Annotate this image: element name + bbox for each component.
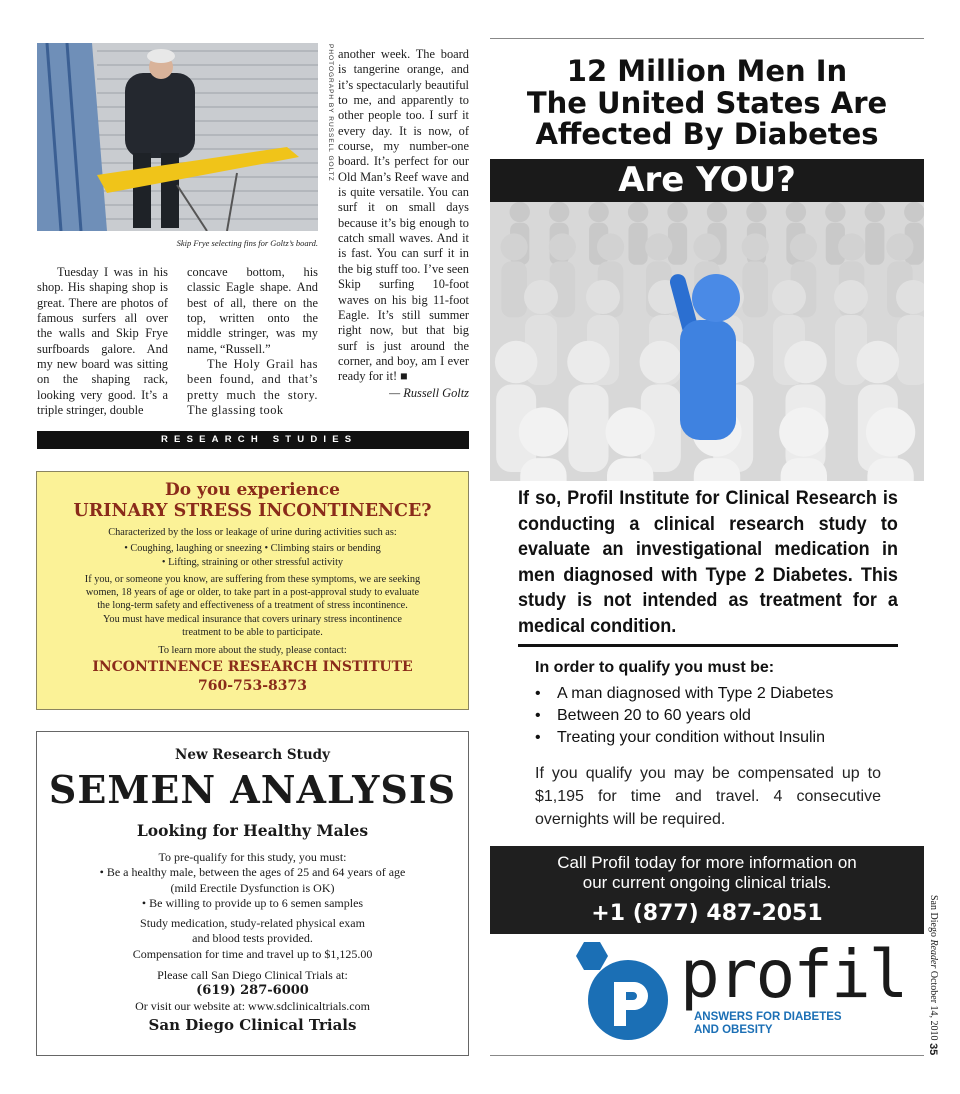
article-paragraph: Tuesday I was in his shop. His shaping shop is great. There are photos of famous surfers all over the walls and Skip Frye surfboards galore. And my new board was sitting on the shaping rack, looking very good. It’s a triple stringer, double xyxy=(37,265,168,418)
ad-text: If you, or someone you know, are suffering from these symptoms, we are seeking xyxy=(84,573,421,585)
ad-kicker: New Research Study xyxy=(175,747,330,763)
page-folio xyxy=(921,895,939,1060)
ad-text: Study medication, study-related physical exam xyxy=(140,916,365,931)
semen-analysis-ad xyxy=(36,731,469,1056)
article-paragraph: concave bottom, his classic Eagle shape. And best of all, there on the top, written onto the middle stringer, was my name, “Russell.” xyxy=(187,265,318,356)
crowd-figure xyxy=(519,407,568,481)
crowd-figure xyxy=(667,202,687,265)
crowd-figure xyxy=(628,202,648,265)
organization-name: INCONTINENCE RESEARCH INSTITUTE xyxy=(92,658,413,675)
article-column-1 xyxy=(37,265,168,418)
qualify-list xyxy=(535,683,833,749)
call-text: our current ongoing clinical trials. xyxy=(582,873,832,892)
call-box xyxy=(490,846,924,934)
crowd-figure xyxy=(742,233,769,317)
phone-number[interactable]: +1 (877) 487-2051 xyxy=(591,901,823,926)
ad-text: Please call San Diego Clinical Trials at: xyxy=(157,968,348,983)
ad-body: If so, Profil Institute for Clinical Research is conducting a clinical research study to evaluate an investigational medication in men diagnosed with Type 2 Diabetes. This study is not intended as treatment for a medical condition. xyxy=(518,487,898,637)
crowd-figure xyxy=(865,202,885,265)
crowd-illustration xyxy=(490,202,924,481)
ad-text: (mild Erectile Dysfunction is OK) xyxy=(170,880,335,895)
article-column-3 xyxy=(338,47,469,401)
tagline-line: ANSWERS FOR DIABETES xyxy=(694,1011,842,1023)
photo-credit: PHOTOGRAPH BY RUSSELL GOLTZ xyxy=(327,44,334,182)
crowd-figure xyxy=(896,280,924,385)
crowd-figure xyxy=(640,341,683,472)
divider xyxy=(490,38,924,39)
profil-logo-wordmark: profil xyxy=(680,936,907,1013)
ad-text: • Be willing to provide up to 6 semen samples xyxy=(141,895,364,910)
ad-headline xyxy=(490,56,924,151)
symptom-list: • Lifting, straining or other stressful activity xyxy=(161,556,344,568)
symptom-list: • Coughing, laughing or sneezing • Climbing stairs or bending xyxy=(124,543,381,555)
photo-caption: Skip Frye selecting fins for Goltz’s board. xyxy=(176,238,318,248)
phone-number[interactable]: (619) 287-6000 xyxy=(196,983,309,999)
profil-logo-icon xyxy=(570,942,670,1042)
call-text: Call Profil today for more information on xyxy=(557,853,857,872)
list-item: • Between 20 to 60 years old xyxy=(535,705,833,727)
ad-text: and blood tests provided. xyxy=(192,931,313,946)
article-paragraph: another week. The board is tangerine orange, and it’s spectacularly beautiful to me, and apparently to other people too. I surf it every day. It is now, of course, my number-one board. It’s perfect for our Old Man’s Reef wave and is quite versatile. You can surf it on small days because it’s big enough to catch small waves. And it is fast. You can surf it in the big stuff too. I’ve seen Skip surfing 10-foot waves on his big 11-foot Eagle. It’s still summer right now, but that big surf is just around the corner, and boy, am I ever ready for it! ■ xyxy=(338,47,469,384)
page-number: 35 xyxy=(927,1043,939,1056)
ad-text: • Be a healthy male, between the ages of 25 and 64 years of age xyxy=(99,865,406,880)
issue-date: October 14, 2010 xyxy=(928,970,939,1044)
headline-line: Affected By Diabetes xyxy=(535,117,879,151)
divider xyxy=(490,1055,924,1056)
byline: — Russell Goltz xyxy=(389,385,469,400)
list-item: • A man diagnosed with Type 2 Diabetes xyxy=(535,683,833,705)
logo-tagline xyxy=(694,1011,842,1037)
ad-text: the long-term safety and effectiveness of a treatment of stress incontinence. xyxy=(97,600,408,612)
ad-headline: URINARY STRESS INCONTINENCE? xyxy=(73,501,432,521)
compensation-text: If you qualify you may be compensated up to $1,195 for time and travel. 4 consecutive overnights will be required. xyxy=(535,765,881,828)
divider xyxy=(518,644,898,647)
contact-prompt: To learn more about the study, please contact: xyxy=(158,645,347,657)
article-paragraph: The Holy Grail has been found, and that’s pretty much the story. The glassing took xyxy=(187,357,318,418)
ad-text: To pre-qualify for this study, you must: xyxy=(158,850,347,864)
website-link[interactable]: Or visit our website at: www.sdclinicaltrials.com xyxy=(135,999,370,1014)
crowd-figure xyxy=(567,341,610,472)
are-you-banner: Are YOU? xyxy=(490,159,924,202)
headline-line: The United States Are xyxy=(526,85,888,120)
ad-text: treatment to be able to participate. xyxy=(182,627,323,639)
organization-name: San Diego Clinical Trials xyxy=(148,1015,357,1034)
list-item: • Treating your condition without Insulin xyxy=(535,727,833,749)
ad-text: You must have medical insurance that covers urinary stress incontinence xyxy=(103,613,402,625)
ad-text: women, 18 years of age or older, to take part in a post-approval study to evaluate xyxy=(85,587,420,599)
incontinence-ad xyxy=(36,471,469,710)
article-column-2 xyxy=(187,265,318,418)
phone-number[interactable]: 760-753-8373 xyxy=(197,677,308,694)
ad-description: Characterized by the loss or leakage of urine during activities such as: xyxy=(108,527,397,538)
article-photo xyxy=(37,43,318,231)
qualify-heading: In order to qualify you must be: xyxy=(535,659,775,676)
crowd-figure xyxy=(779,407,828,481)
ad-title: SEMEN ANALYSIS xyxy=(48,767,457,812)
ad-text: Compensation for time and travel up to $1,125.00 xyxy=(132,946,373,961)
tagline-line: AND OBESITY xyxy=(694,1024,773,1036)
publication-name: San Diego xyxy=(928,895,939,940)
crowd-figure xyxy=(606,407,655,481)
headline-line: 12 Million Men In xyxy=(566,54,848,88)
crowd-figure xyxy=(501,233,528,317)
section-bar: RESEARCH STUDIES xyxy=(37,431,469,449)
ad-subtitle: Looking for Healthy Males xyxy=(136,821,369,840)
ad-question: Do you experience xyxy=(165,480,340,500)
crowd-figure xyxy=(866,407,915,481)
publication-name-italic: Reader xyxy=(928,939,939,971)
